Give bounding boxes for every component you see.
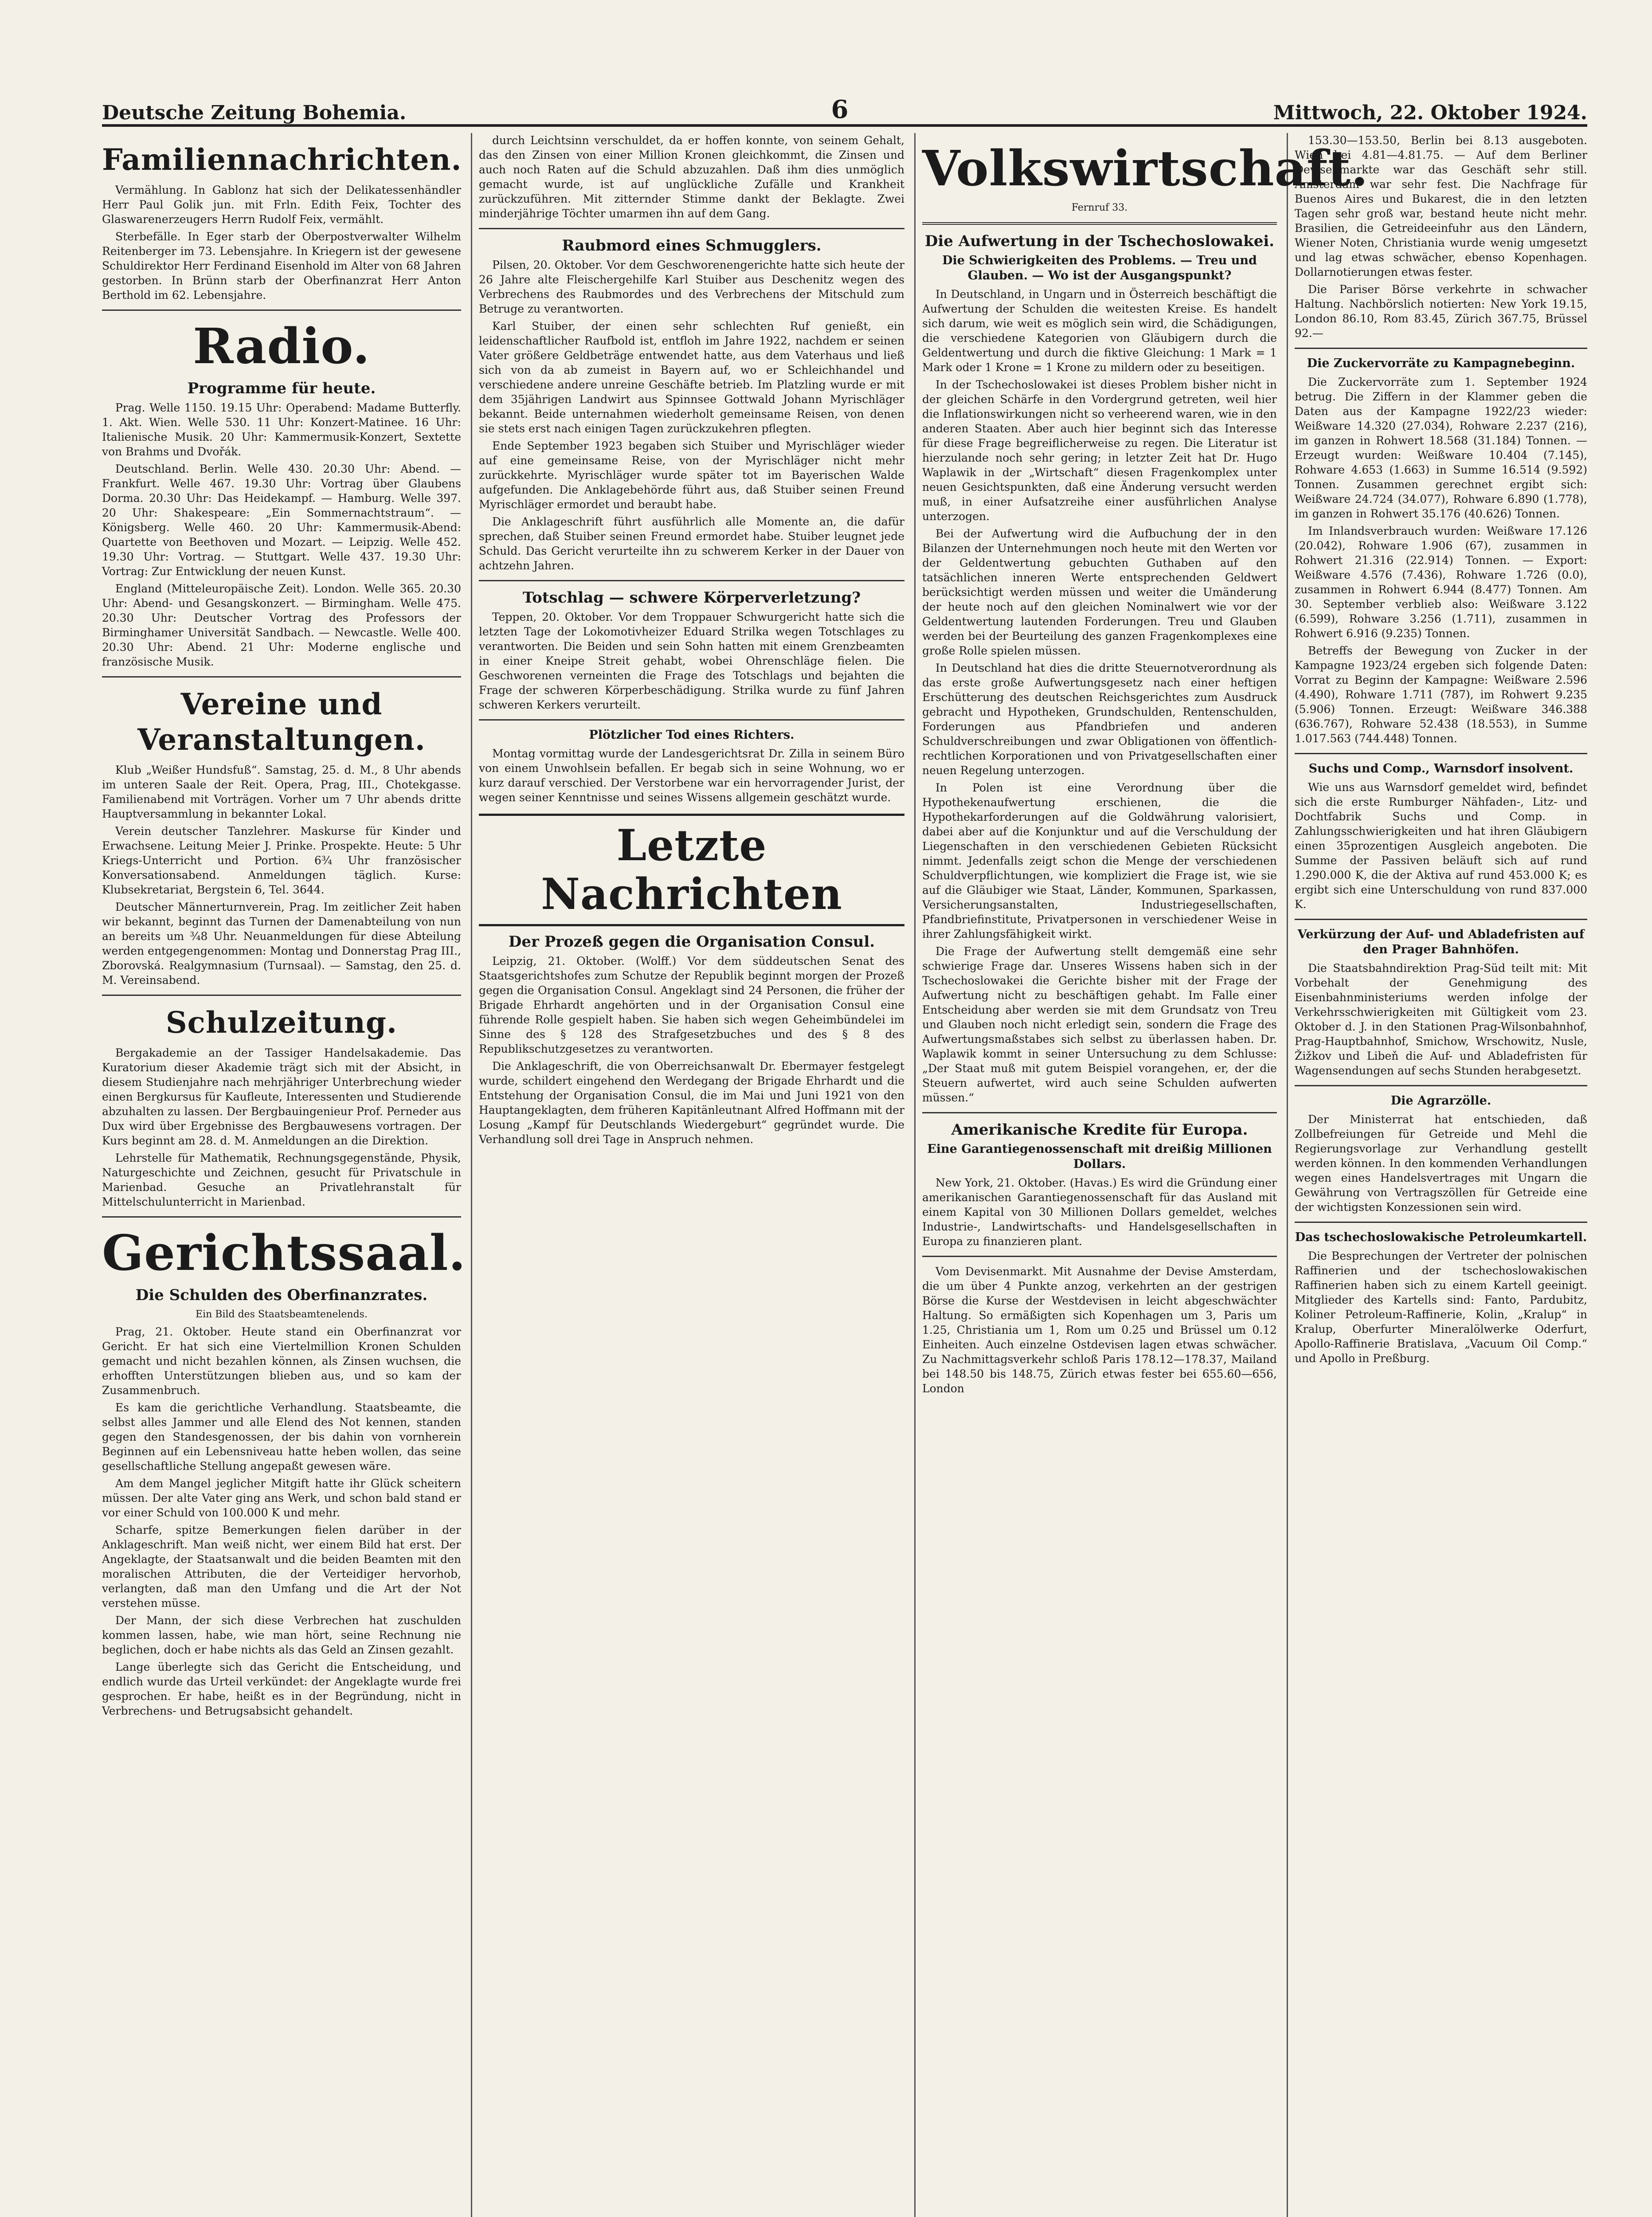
gericht-paragraph: Scharfe, spitze Bemerkungen fielen darüber in der Anklageschrift. Man weiß nicht, wer einem Bild hat erst. Der Angeklagte, der Staatsanwalt und die beiden Beamten mit den moralischen Attributen, die der Verteidiger hervorhob, verlangten, daß man den Umfang und die Art der Not verstehen müsse. (102, 1524, 461, 1610)
amerika-paragraph: New York, 21. Oktober. (Havas.) Es wird die Gründung einer amerikanischen Garantiegenossenschaft für das Ausland mit einem Kapital von 30 Millionen Dollars gemeldet, welches Industrie-, Landwirtschafts- und Handelsgesellschaften in Europa zu finanzieren plant. (922, 1176, 1277, 1248)
devisen-paragraph: Vom Devisenmarkt. Mit Ausnahme der Devise Amsterdam, die um über 4 Punkte anzog, verkehrten an der gestrigen Börse die Kurse der Westdevisen in leicht abgeschwächter Haltung. So ermäßigten sich Kopenhagen um 3, Paris um 1.25, Christiania um 1, Rom um 0.25 und Brüssel um 0.12 Einheiten. Auch einzelne Ostdevisen lagen etwas schwächer. Zu Nachmittagsverkehr schloß Paris 178.12—178.37, Mailand bei 148.50 bis 148.75, Zürich etwas fester bei 655.60—656, London (922, 1265, 1277, 1395)
aufwertung-paragraph: Bei der Aufwertung wird die Aufbuchung der in den Bilanzen der Unternehmungen noch heute mit den Werten vor der Geldentwertung gebuchten Guthaben auf den tatsächlichen inneren Werte entsprechenden Geldwert berücksichtigt werden müssen und weiter die Umänderung der heute noch auf den gleichen Nominalwert wie vor der Geldentwertung lautenden Forderungen. Treu und Glauben werden bei der Beurteilung des ganzen Fragenkomplexes eine große Rolle spielen müssen. (922, 527, 1277, 657)
column-1 (102, 133, 472, 2217)
divider (102, 309, 461, 311)
schul-item: Bergakademie an der Tassiger Handelsakademie. Das Kuratorium dieser Akademie trägt sich mit der Absicht, in diesem Studienjahre nach mehrjähriger Unterbrechung wieder einen Bergkursus für Kaufleute, Interessenten und Studierende abzuhalten zu lassen. Der Bergbauingenieur Prof. Perneder aus Dux wird über Ergebnisse des Bergbauwesens vortragen. Der Kurs beginnt am 28. d. M. Anmeldungen an die Direktion. (102, 1046, 461, 1147)
petroleum-paragraph: Die Besprechungen der Vertreter der polnischen Raffinerien und der tschechoslowakischen Raffinerien haben sich zu einem Kartell geeinigt. Mitglieder des Kartells sind: Fanto, Pardubitz, Koliner Petroleum-Raffinerie, Kolin, „Kralup“ in Kralup, Oberfurter Mineralölwerke Oderfurt, Apollo-Raffinerie Bratislava, „Vacuum Oil Comp.“ und Apollo in Preßburg. (1295, 1250, 1587, 1365)
aufwertung-paragraph: In Polen ist eine Verordnung über die Hypothekenaufwertung erschienen, die die Hypothekarforderungen auf die Goldwährung valorisiert, dabei aber auf die Konjunktur und auf die Verschuldung der Liegenschaften in den verschiedenen Gebieten Rücksicht nimmt. Jedenfalls zeigt schon die Menge der verschiedenen Schuldverpflichtungen, wie kompliziert die Frage ist, wie sie auf die Gläubiger wie Staat, Länder, Kommunen, Sparkassen, Versicherungsanstalten, Industriegesellschaften, Pfandbriefinstitute, Privatpersonen in verschiedener Weise in ihrer Zahlungsfähigkeit wirkt. (922, 781, 1277, 940)
column-2 (479, 133, 916, 2217)
letzte-nachrichten-title: Letzte Nachrichten (479, 814, 904, 926)
gericht-paragraph: Am dem Mangel jeglicher Mitgift hatte ihr Glück scheitern müssen. Der alte Vater ging ans Werk, und schon bald stand er vor einer Schuld von 100.000 K und mehr. (102, 1477, 461, 1519)
gericht-paragraph: Der Mann, der sich diese Verbrechen hat zuschulden kommen lassen, habe, wie man hört, seine Rechnung nie beglichen, doch er habe nichts als das Geld an Zinsen gezahlt. (102, 1614, 461, 1656)
aufwertung-paragraph: In Deutschland, in Ungarn und in Österreich beschäftigt die Aufwertung der Schulden die weitesten Kreise. Es handelt sich darum, wie weit es möglich sein wird, die Schädigungen, die verschiedene Kategorien von Gläubigern durch die Geldentwertung und durch die fiktive Gleichung: 1 Mark = 1 Mark oder 1 Krone = 1 Krone zu mildern oder zu beseitigen. (922, 288, 1277, 374)
insolvenz-heading: Suchs und Comp., Warnsdorf insolvent. (1308, 762, 1574, 776)
tod-heading: Plötzlicher Tod eines Richters. (589, 728, 795, 742)
letzte-heading: Der Prozeß gegen die Organisation Consul. (508, 933, 875, 951)
radio-item: Deutschland. Berlin. Welle 430. 20.30 Uhr: Abend. — Frankfurt. Welle 467. 19.30 Uhr: Vortrag über Glaubens Dorma. 20.30 Uhr: Das Heidekampf. — Hamburg. Welle 397. 20 Uhr: Shakespeare: „Ein Sommernachtstraum“. — Königsberg. Welle 460. 20 Uhr: Kammermusik-Abend: Quartette von Beethoven und Mozart. — Leipzig. Welle 452. 19.30 Uhr: Vortrag. — Stuttgart. Welle 437. 19.30 Uhr: Vortrag: Zur Entwicklung der neuen Kunst. (102, 462, 461, 578)
gericht-subheading: Ein Bild des Staatsbeamtenelends. (196, 1309, 368, 1320)
issue-date: Mittwoch, 22. Oktober 1924. (1273, 102, 1587, 124)
divider (102, 1216, 461, 1218)
agrar-paragraph: Der Ministerrat hat entschieden, daß Zollbefreiungen für Getreide und Mehl die Regierungsvorlage zur Verhandlung gestellt werden können. In den kommenden Verhandlungen wegen eines Handelsvertrages mit Ungarn die Gewährung von Vertragszöllen für Getreide eine der wichtigsten Konzessionen sein wird. (1295, 1113, 1587, 1214)
divider (1295, 1085, 1587, 1086)
schul-section-title: Schulzeitung. (165, 1005, 398, 1040)
vereine-section-title: Vereine und Veranstaltungen. (137, 687, 426, 757)
divider (922, 1112, 1277, 1113)
agrar-heading: Die Agrarzölle. (1390, 1094, 1491, 1108)
divider (1295, 348, 1587, 349)
schmuggler-paragraph: Ende September 1923 begaben sich Stuiber und Myrischläger wieder auf eine gemeinsame Reise, von der Myrischläger nicht mehr zurückkehrte. Myrischläger wurde später tot im Bayerischen Walde aufgefunden. Die Anklagebehörde führt aus, daß Stuiber seinen Freund Myrischläger ermordet und beraubt habe. (479, 439, 904, 511)
paper-name: Deutsche Zeitung Bohemia. (102, 102, 407, 124)
divider (479, 719, 904, 721)
aufwertung-heading: Die Aufwertung in der Tschechoslowakei. (924, 232, 1275, 250)
column-4 (1295, 133, 1587, 2217)
schmuggler-paragraph: Karl Stuiber, der einen sehr schlechten Ruf genießt, ein leidenschaftlicher Raufbold ist, entfloh im Jahre 1922, nachdem er seinen Vater größere Geldbeträge entwendet hatte, aus dem Vaterhaus und ließ sich von da ab zumeist in Bayern auf, wo er Schleichhandel und verschiedene andere unreine Geschäfte betrieb. Im Platzling wurde er mit dem 35jährigen Landwirt aus Spinnsee Gottwald Johann Myrischläger bekannt. Beide unternahmen wiederholt gemeinsame Reisen, von denen sie stets erst nach einigen Tagen zurückzukehren pflegten. (479, 320, 904, 435)
gericht-paragraph: Es kam die gerichtliche Verhandlung. Staatsbeamte, die selbst alles Jammer und alle Elend des Not kennen, standen gegen den Standesgenossen, der bis dahin von vornherein Beginnen auf ein Lebensniveau hatte heben wollen, das seine gesellschaftliche Stellung angepaßt gewesen wäre. (102, 1401, 461, 1473)
article-continuation: durch Leichtsinn verschuldet, da er hoffen konnte, von seinem Gehalt, das den Zinsen von einer Million Kronen gleichkommt, die Zinsen und auch noch Raten auf die Schuld abzuzahlen. Daß ihm dies unmöglich gemacht wurde, ist auf unglückliche Zufälle und Krankheit zurückzuführen. Mit zitternder Stimme dankt der Beklagte. Zwei minderjährige Töchter umarmen ihn auf dem Gang. (479, 134, 904, 220)
markt-paragraph: Die Pariser Börse verkehrte in schwacher Haltung. Nachbörslich notierten: New York 19.15, London 86.10, Rom 83.45, Zürich 367.75, Brüssel 92.— (1295, 283, 1587, 340)
familie-item: Sterbefälle. In Eger starb der Oberpostverwalter Wilhelm Reitenberger im 73. Lebensjahre. In Kriegern ist der gewesene Schuldirektor Herr Ferdinand Eisenhold im Alter von 68 Jahren gestorben. In Brünn starb der Oberfinanzrat Herr Anton Berthold im 62. Lebensjahre. (102, 230, 461, 302)
gericht-section-title: Gerichtssaal. (102, 1224, 466, 1281)
totschlag-heading: Totschlag — schwere Körperverletzung? (522, 589, 861, 607)
divider (479, 580, 904, 581)
vereine-item: Deutscher Männerturnverein, Prag. Im zeitlicher Zeit haben wir bekannt, beginnt das Turnen der Damenabteilung von nun an bereits um ¾8 Uhr. Neuanmeldungen für diese Abteilung werden entgegengenommen: Montag und Donnerstag Prag III., Zborovská. Realgymnasium (Turnsaal). — Samstag, den 25. d. M. Vereinsabend. (102, 901, 461, 987)
divider (1295, 1222, 1587, 1223)
markt-paragraph: 153.30—153.50, Berlin bei 8.13 ausgeboten. Wien bei 4.81—4.81.75. — Auf dem Berliner Devisenmarkte war das Geschäft sehr still. Amsterdam war sehr fest. Die Nachfrage für Buenos Aires und Bukarest, die in den letzten Tagen sehr groß war, bestand heute nicht mehr. Brasilien, die Getreideeinfuhr aus den Ländern, Wiener Noten, Christiania wurde wenig umgesetzt und lag etwas schwächer, ebenso Kopenhagen. Dollarnotierungen etwas fester. (1295, 134, 1587, 278)
divider (102, 995, 461, 996)
amerika-subheading: Eine Garantiegenossenschaft mit dreißig Millionen Dollars. (927, 1142, 1272, 1171)
divider (479, 228, 904, 229)
divider (1295, 919, 1587, 920)
divider (102, 676, 461, 678)
gericht-paragraph: Prag, 21. Oktober. Heute stand ein Oberfinanzrat vor Gericht. Er hat sich eine Viertelmillion Kronen Schulden gemacht und nicht bezahlen können, als Zinsen wuchsen, die erhofften Unterstützungen blieben aus, und so kam der Zusammenbruch. (102, 1325, 461, 1397)
divider (922, 222, 1277, 225)
gericht-paragraph: Lange überlegte sich das Gericht die Entscheidung, und endlich wurde das Urteil verkündet: der Angeklagte wurde frei gesprochen. Er habe, heißt es in der Begründung, nicht in Verbrechens- und Betrugsabsicht gehandelt. (102, 1661, 461, 1717)
familie-item: Vermählung. In Gablonz hat sich der Delikatessenhändler Herr Paul Golik jun. mit Frln. Edith Feix, Tochter des Glaswarenerzeugers Herrn Rudolf Feix, vermählt. (102, 184, 461, 226)
zucker-heading: Die Zuckervorräte zu Kampagnebeginn. (1307, 356, 1575, 370)
radio-item: England (Mitteleuropäische Zeit). London. Welle 365. 20.30 Uhr: Abend- und Gesangskonzert. — Birmingham. Welle 475. 20.30 Uhr: Deutscher Vortrag des Professors der Birminghamer Universität Sandbach. — Newcastle. Welle 400. 20.30 Uhr: Abend. 21 Uhr: Moderne englische und französische Musik. (102, 582, 461, 668)
vereine-item: Klub „Weißer Hundsfuß“. Samstag, 25. d. M., 8 Uhr abends im unteren Saale der Reit. Opera, Prag, III., Chotekgasse. Familienabend mit Vorträgen. Vorher um 7 Uhr abends dritte Hauptversammlung in bekannter Lokal. (102, 764, 461, 820)
aufwertung-paragraph: In der Tschechoslowakei ist dieses Problem bisher nicht in der gleichen Schärfe in den Vordergrund getreten, weil hier die Inflationswirkungen nicht so verheerend waren, wie in den anderen Staaten. Aber auch hier beginnt sich das Interesse für diese Frage begreiflicherweise zu regen. Die Literatur ist hierzulande noch sehr gering; in letzter Zeit hat Dr. Hugo Waplawik in der „Wirtschaft“ diesen Fragenkomplex unter neuen Gesichtspunkten, daß eine Änderung versucht werden muß, in einer Aufsatzreihe einer ausführlichen Analyse unterzogen. (922, 378, 1277, 523)
bahnhof-heading: Verkürzung der Auf- und Abladefristen auf den Prager Bahnhöfen. (1297, 928, 1585, 956)
amerika-heading: Amerikanische Kredite für Europa. (951, 1121, 1248, 1139)
aufwertung-paragraph: Die Frage der Aufwertung stellt demgemäß eine sehr schwierige Frage dar. Unseres Wissens haben sich in der Tschechoslowakei die Gerichte bisher mit der Frage der Aufwertung nicht zu beschäftigen gehabt. Im Falle einer Entscheidung aber werden sie mit dem Grundsatz von Treu und Glauben noch nicht erledigt sein, sondern die Frage des Aufwertungsmaßstabes sich selbst zu überlassen haben. Dr. Waplawik kommt in seiner Untersuchung zu dem Schlusse: „Der Staat muß mit gutem Beispiel vorangehen, er, der die Steuern aufwertet, wird auch seine Schulden aufwerten müssen.“ (922, 945, 1277, 1104)
divider (1295, 753, 1587, 754)
volkswirtschaft-phone: Fernruf 33. (1071, 202, 1128, 213)
page-number: 6 (831, 95, 849, 124)
letzte-paragraph: Die Anklageschrift, die von Oberreichsanwalt Dr. Ebermayer festgelegt wurde, schildert eingehend den Werdegang der Brigade Ehrhardt und die Entstehung der Organisation Consul, die im Mai und Juni 1921 von den Hauptangeklagten, dem früheren Kapitänleutnant Alfred Hoffmann mit der Losung „Kampf für Deutschlands Wiedergeburt“ gegründet wurde. Die Verhandlung soll drei Tage in Anspruch nehmen. (479, 1060, 904, 1146)
tod-paragraph: Montag vormittag wurde der Landesgerichtsrat Dr. Zilla in seinem Büro von einem Unwohlsein befallen. Er begab sich in seine Wohnung, wo er kurz darauf verschied. Der Verstorbene war ein hervorragender Jurist, der wegen seiner Kenntnisse und seines Wissens allgemein geschätzt wurde. (479, 747, 904, 804)
volkswirtschaft-title: Volkswirtschaft. (922, 140, 1369, 197)
masthead (102, 93, 1587, 127)
zucker-paragraph: Die Zuckervorräte zum 1. September 1924 betrug. Die Ziffern in der Klammer geben die Daten aus der Kampagne 1922/23 wieder: Weißware 14.320 (27.034), Rohware 2.237 (216), im ganzen in Rohwert 18.568 (31.184) Tonnen. — Erzeugt wurden: Weißware 10.404 (7.145), Rohware 4.653 (1.663) in Summe 16.514 (9.592) Tonnen. Zusammen gerechnet ergibt sich: Weißware 24.724 (34.077), Rohware 6.890 (1.778), im ganzen in Rohwert 35.176 (40.626) Tonnen. (1295, 376, 1587, 520)
schmuggler-paragraph: Pilsen, 20. Oktober. Vor dem Geschworenengerichte hatte sich heute der 26 Jahre alte Fleischergehilfe Karl Stuiber aus Deschenitz wegen des Verbrechens des Raubmordes und des Verbrechens der Mitschuld zum Betruge zu verantworten. (479, 259, 904, 315)
petroleum-heading: Das tschechoslowakische Petroleumkartell. (1295, 1230, 1587, 1244)
radio-item: Prag. Welle 1150. 19.15 Uhr: Operabend: Madame Butterfly. 1. Akt. Wien. Welle 530. 11 Uhr: Konzert-Matinee. 16 Uhr: Italienische Musik. 20 Uhr: Kammermusik-Konzert, Sextette von Brahms und Dvořák. (102, 401, 461, 458)
divider (922, 1256, 1277, 1257)
gericht-heading: Die Schulden des Oberfinanzrates. (135, 1286, 428, 1304)
zucker-paragraph: Betreffs der Bewegung von Zucker in der Kampagne 1923/24 ergeben sich folgende Daten: Vorrat zu Beginn der Kampagne: Weißware 2.596 (4.490), Rohware 1.711 (787), im Rohwert 9.235 (5.906) Tonnen. Erzeugt: Weißware 346.388 (636.767), Rohware 52.438 (18.553), in Summe 1.017.563 (744.448) Tonnen. (1295, 644, 1587, 745)
familie-section-title: Familiennachrichten. (102, 142, 462, 177)
radio-section-title: Radio. (193, 317, 370, 375)
aufwertung-paragraph: In Deutschland hat dies die dritte Steuernotverordnung als das erste große Aufwertungsgesetz nach einer heftigen Erschütterung des deutschen Reichsgerichtes zum Ausdruck gebracht und Hypotheken, Grundschulden, Rentenschulden, Forderungen aus Pfandbriefen und anderen Schuldverschreibungen und zwar Obligationen von öffentlich-rechtlichen Korporationen und von Privatgesellschaften einer neuen Regelung unterzogen. (922, 662, 1277, 777)
schul-item: Lehrstelle für Mathematik, Rechnungsgegenstände, Physik, Naturgeschichte und Zeichnen, gesucht für Privatschule in Marienbad. Gesuche an Privatlehranstalt für Mittelschulunterricht in Marienbad. (102, 1152, 461, 1208)
letzte-paragraph: Leipzig, 21. Oktober. (Wolff.) Vor dem süddeutschen Senat des Staatsgerichtshofes zum Schutze der Republik beginnt morgen der Prozeß gegen die Organisation Consul. Angeklagt sind 24 Personen, die früher der Brigade Ehrhardt angehörten und in der Organisation Consul eine führende Rolle gespielt haben. Sie haben sich wegen Geheimbündelei im Sinne des § 128 des Strafgesetzbuches und des § 8 des Republikschutzgesetzes zu verantworten. (479, 955, 904, 1055)
schmuggler-heading: Raubmord eines Schmugglers. (562, 237, 822, 255)
totschlag-paragraph: Teppen, 20. Oktober. Vor dem Troppauer Schwurgericht hatte sich die letzten Tage der Lokomotivheizer Eduard Strilka wegen Totschlages zu verantworten. Die Beiden und sein Sohn hatten mit einem Grenzbeamten in einer Kneipe Streit gehabt, wobei Ohrenschläge fielen. Die Geschworenen verneinten die Frage des Totschlags und bejahten die Frage der schweren Körperbeschädigung. Strilka wurde zu fünf Jahren schweren Kerkers verurteilt. (479, 611, 904, 711)
schmuggler-paragraph: Die Anklageschrift führt ausführlich alle Momente an, die dafür sprechen, daß Stuiber seinen Freund ermordet habe. Stuiber leugnet jede Schuld. Das Gericht verurteilte ihn zu schwerem Kerker in der Dauer von achtzehn Jahren. (479, 515, 904, 572)
bahnhof-paragraph: Die Staatsbahndirektion Prag-Süd teilt mit: Mit Vorbehalt der Genehmigung des Eisenbahnministeriums werden infolge der Verkehrsschwierigkeiten mit Gültigkeit vom 23. Oktober d. J. in den Stationen Prag-Wilsonbahnhof, Prag-Hauptbahnhof, Smichow, Wrschowitz, Nusle, Žižkov und Libeň die Auf- und Abladefristen für Wagensendungen auf sechs Stunden herabgesetzt. (1295, 962, 1587, 1077)
radio-heading: Programme für heute. (187, 380, 376, 397)
insolvenz-paragraph: Wie uns aus Warnsdorf gemeldet wird, befindet sich die erste Rumburger Nähfaden-, Litz- und Dochtfabrik Suchs und Comp. in Zahlungsschwierigkeiten und hat ihren Gläubigern einen 35prozentigen Ausgleich angeboten. Die Summe der Passiven beläuft sich auf rund 1.290.000 K, die der Aktiva auf rund 453.000 K; es ergibt sich eine Unterschuldung von rund 837.000 K. (1295, 781, 1587, 911)
vereine-item: Verein deutscher Tanzlehrer. Maskurse für Kinder und Erwachsene. Leitung Meier J. Prinke. Prospekte. Heute: 5 Uhr Kriegs-Unterricht und Portion. 6¾ Uhr französischer Konversationsabend. Anmeldungen täglich. Kurse: Klubsekretariat, Bergstein 6, Tel. 3644. (102, 825, 461, 896)
zucker-paragraph: Im Inlandsverbrauch wurden: Weißware 17.126 (20.042), Rohware 1.906 (67), zusammen in Rohwert 21.316 (22.914) Tonnen. — Export: Weißware 4.576 (7.436), Rohware 1.726 (0.0), zusammen in Rohwert 6.944 (8.477) Tonnen. Am 30. September verblieb also: Weißware 3.122 (6.599), Rohware 3.256 (1.711), zusammen in Rohwert 6.916 (9.235) Tonnen. (1295, 525, 1587, 640)
aufwertung-subheading: Die Schwierigkeiten des Problems. — Treu und Glauben. — Wo ist der Ausgangspunkt? (942, 254, 1257, 282)
column-3 (922, 133, 1369, 2217)
